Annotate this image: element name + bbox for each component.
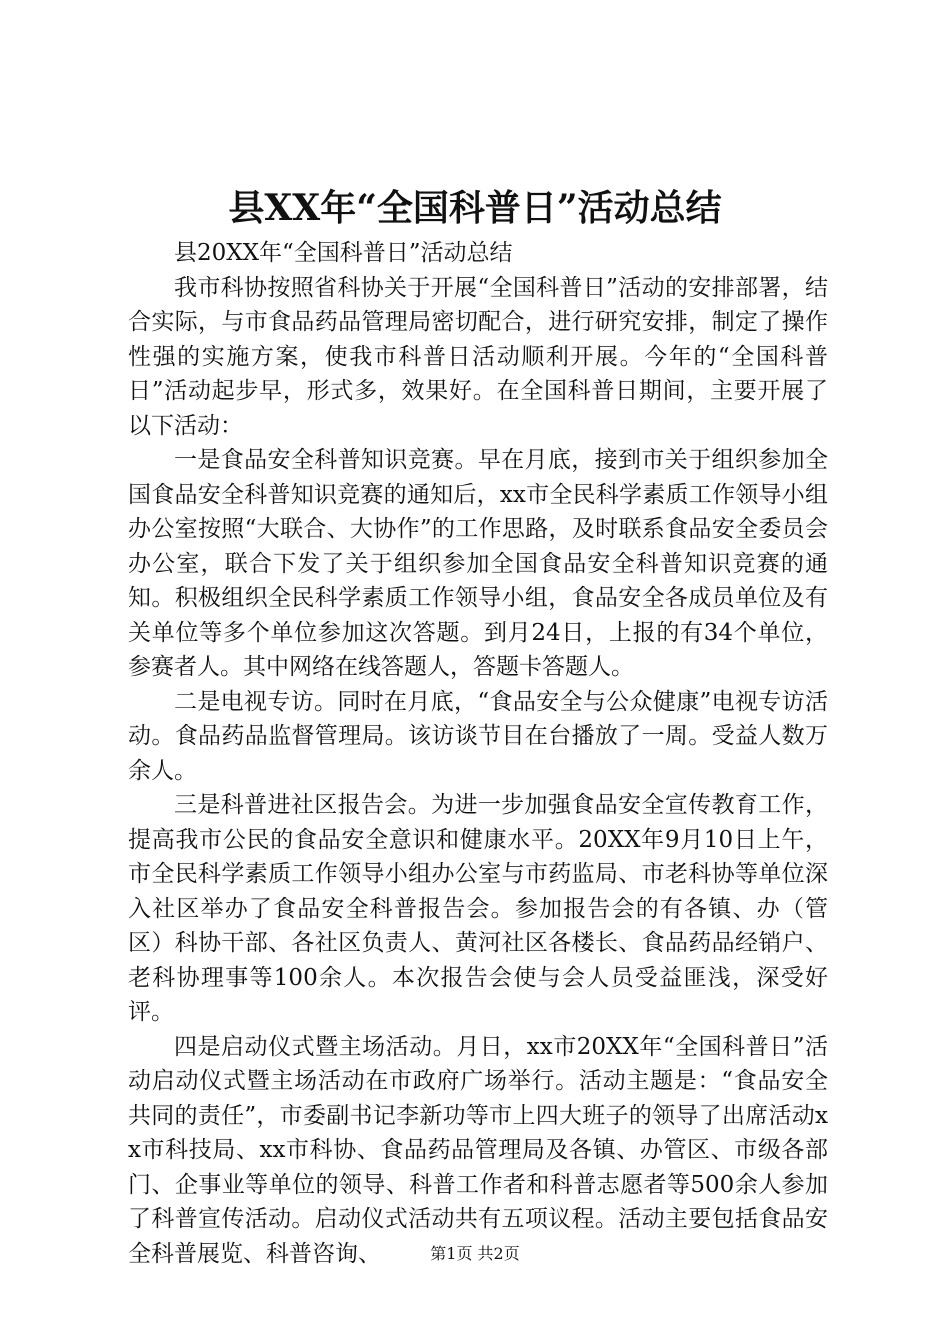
page-footer: 第1页 共2页 (430, 1244, 520, 1263)
paragraph-activity-2: 二是电视专访。同时在月底，“食品安全与公众健康”电视专访活动。食品药品监督管理局。该访谈节目在台播放了一周。受益人数万余人。 (128, 688, 828, 784)
document-title: 县XX年“全国科普日”活动总结 (228, 187, 722, 229)
document-body (128, 236, 828, 1271)
paragraph-intro: 我市科协按照省科协关于开展“全国科普日”活动的安排部署，结合实际，与市食品药品管理局密切配合，进行研究安排，制定了操作性强的实施方案，使我市科普日活动顺利开展。今年的“全国科普日”活动起步早，形式多，效果好。在全国科普日期间，主要开展了以下活动： (128, 274, 828, 439)
paragraph-subtitle: 县20XX年“全国科普日”活动总结 (174, 240, 513, 266)
paragraph-activity-1: 一是食品安全科普知识竞赛。早在月底，接到市关于组织参加全国食品安全科普知识竞赛的通知后，xx市全民科学素质工作领导小组办公室按照“大联合、大协作”的工作思路，及时联系食品安全委员会办公室，联合下发了关于组织参加全国食品安全科普知识竞赛的通知。积极组织全民科学素质工作领导小组，食品安全各成员单位及有关单位等多个单位参加这次答题。到月24日，上报的有34个单位，参赛者人。其中网络在线答题人，答题卡答题人。 (128, 447, 828, 680)
paragraph-activity-3: 三是科普进社区报告会。为进一步加强食品安全宣传教育工作，提高我市公民的食品安全意识和健康水平。20XX年9月10日上午，市全民科学素质工作领导小组办公室与市药监局、市老科协等单位深入社区举办了食品安全科普报告会。参加报告会的有各镇、办（管区）科协干部、各社区负责人、黄河社区各楼长、食品药品经销户、老科协理事等100余人。本次报告会使与会人员受益匪浅，深受好评。 (128, 792, 828, 1025)
paragraph-activity-4: 四是启动仪式暨主场活动。月日，xx市20XX年“全国科普日”活动启动仪式暨主场活动在市政府广场举行。活动主题是：“食品安全共同的责任”，市委副书记李新功等市上四大班子的领导了出席活动xx市科技局、xx市科协、食品药品管理局及各镇、办管区、市级各部门、企事业等单位的领导、科普工作者和科普志愿者等500余人参加了科普宣传活动。启动仪式活动共有五项议程。活动主要包括食品安全科普展览、科普咨询、 (128, 1033, 828, 1267)
